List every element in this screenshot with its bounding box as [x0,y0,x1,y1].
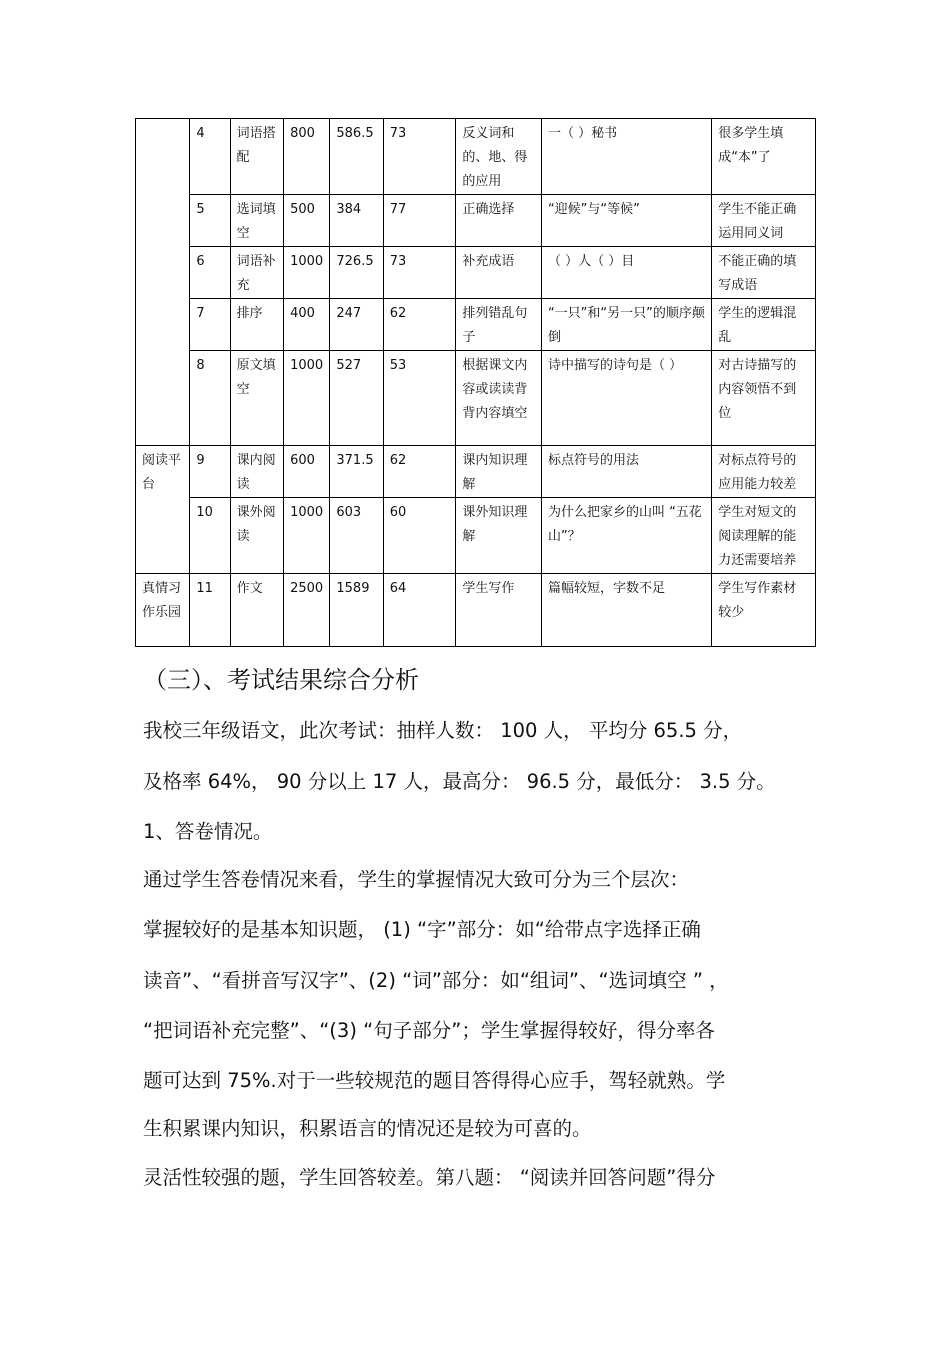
error-example: “迎候”与“等候” [541,195,711,247]
score-rate: 62 [383,446,456,498]
question-content: 正确选择 [456,195,542,247]
table-row [136,299,816,351]
error-example: 为什么把家乡的山叫 “五花山”？ [541,498,711,574]
section-cell [136,119,190,446]
table-row [136,498,816,574]
question-content: 根据课文内容或读读背背内容填空 [456,351,542,446]
full-score: 2500 [284,574,330,647]
actual-score: 247 [330,299,383,351]
paragraph-line: 生积累课内知识，积累语言的情况还是较为可喜的。 [143,1117,592,1140]
table-row [136,119,816,195]
full-score: 1000 [284,247,330,299]
actual-score: 384 [330,195,383,247]
question-content: 课内知识理解 [456,446,542,498]
paragraph-line: 及格率 64%， 90 分以上 17 人，最高分： 96.5 分，最低分： 3.5 分。 [143,770,776,793]
paragraph-line: 通过学生答卷情况来看，学生的掌握情况大致可分为三个层次： [143,868,690,891]
score-analysis-table [135,118,816,647]
section-heading: （三）、考试结果综合分析 [143,666,419,694]
actual-score: 371.5 [330,446,383,498]
error-analysis: 不能正确的填写成语 [712,247,816,299]
item-number: 10 [190,498,230,574]
error-example: 一（ ）秘书 [541,119,711,195]
score-rate: 73 [383,119,456,195]
score-rate: 53 [383,351,456,446]
actual-score: 1589 [330,574,383,647]
item-number: 9 [190,446,230,498]
paragraph-line: 灵活性较强的题，学生回答较差。第八题： “阅读并回答问题”得分 [143,1166,716,1189]
table-row [136,351,816,446]
paragraph-line: 掌握较好的是基本知识题， (1) “字”部分：如“给带点字选择正确 [143,918,701,941]
paragraph-line: 题可达到 75%.对于一些较规范的题目答得得心应手，驾轻就熟。学 [143,1069,726,1092]
score-rate: 60 [383,498,456,574]
error-example: 诗中描写的诗句是（ ） [541,351,711,446]
error-analysis: 对古诗描写的内容领悟不到位 [712,351,816,446]
paragraph-line: 读音”、“看拼音写汉字”、(2) “词”部分：如“组词”、“选词填空 ” ， [143,969,729,992]
full-score: 1000 [284,351,330,446]
paragraph-line: 我校三年级语文，此次考试：抽样人数： 100 人， 平均分 65.5 分， [143,719,743,742]
full-score: 600 [284,446,330,498]
question-content: 反义词和的、地、得的应用 [456,119,542,195]
score-rate: 77 [383,195,456,247]
score-rate: 62 [383,299,456,351]
error-analysis: 学生对短文的阅读理解的能力还需要培养 [712,498,816,574]
item-name: 课内阅读 [230,446,283,498]
item-number: 5 [190,195,230,247]
section-cell: 真情习作乐园 [136,574,190,647]
table-row [136,247,816,299]
error-analysis: 学生的逻辑混乱 [712,299,816,351]
error-example: （ ）人（ ）目 [541,247,711,299]
actual-score: 586.5 [330,119,383,195]
item-number: 11 [190,574,230,647]
actual-score: 726.5 [330,247,383,299]
item-name: 课外阅读 [230,498,283,574]
table-row [136,446,816,498]
table-row [136,574,816,647]
score-rate: 64 [383,574,456,647]
table-row [136,195,816,247]
error-example: 篇幅较短，字数不足 [541,574,711,647]
full-score: 800 [284,119,330,195]
item-name: 选词填空 [230,195,283,247]
question-content: 补充成语 [456,247,542,299]
item-number: 6 [190,247,230,299]
full-score: 1000 [284,498,330,574]
paragraph-line: 1、答卷情况。 [143,820,273,843]
score-rate: 73 [383,247,456,299]
item-number: 4 [190,119,230,195]
error-example: 标点符号的用法 [541,446,711,498]
question-content: 排列错乱句子 [456,299,542,351]
error-analysis: 学生不能正确运用同义词 [712,195,816,247]
item-name: 原文填空 [230,351,283,446]
error-example: “一只”和“另一只”的顺序颠倒 [541,299,711,351]
item-name: 作文 [230,574,283,647]
item-number: 8 [190,351,230,446]
question-content: 课外知识理解 [456,498,542,574]
item-name: 排序 [230,299,283,351]
question-content: 学生写作 [456,574,542,647]
actual-score: 603 [330,498,383,574]
actual-score: 527 [330,351,383,446]
item-number: 7 [190,299,230,351]
full-score: 400 [284,299,330,351]
full-score: 500 [284,195,330,247]
error-analysis: 很多学生填成“本”了 [712,119,816,195]
item-name: 词语搭配 [230,119,283,195]
section-cell: 阅读平台 [136,446,190,574]
error-analysis: 学生写作素材较少 [712,574,816,647]
item-name: 词语补充 [230,247,283,299]
error-analysis: 对标点符号的应用能力较差 [712,446,816,498]
paragraph-line: “把词语补充完整”、“(3) “句子部分”；学生掌握得较好，得分率各 [143,1019,715,1042]
